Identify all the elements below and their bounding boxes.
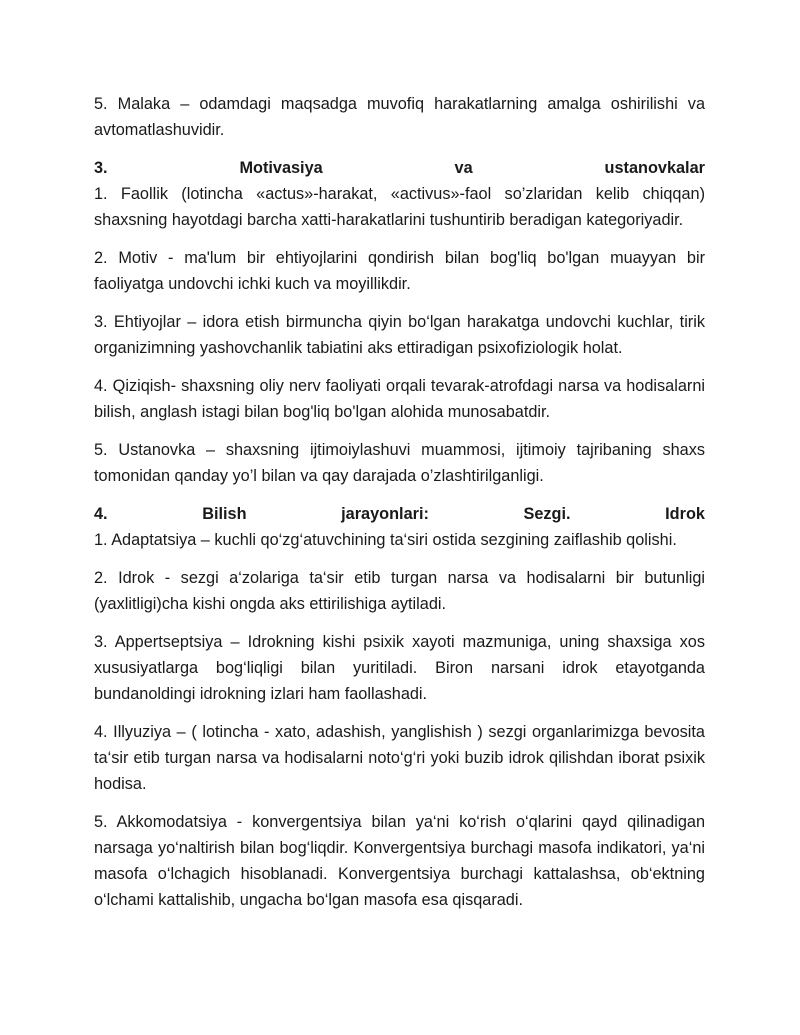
paragraph-malaka: 5. Malaka – odamdagi maqsadga muvofiq harakatlarning amalga oshirilishi va avtomatlashuvidir. xyxy=(94,95,705,139)
heading-word: 3. xyxy=(94,159,108,177)
paragraph-illyuziya: 4. Illyuziya – ( lotincha - xato, adashish, yanglishish ) sezgi organlarimizga bevosita ta‘sir etib turgan narsa va hodisalarni noto‘g‘ri yoki buzib idrok qilishdan iborat psixik hodisa. xyxy=(94,723,705,793)
paragraph-appertseptsiya: 3. Appertseptsiya – Idrokning kishi psixik xayoti mazmuniga, uning shaxsiga xos xususiyatlarga bog‘liqligi bilan yuritiladi. Biron narsani idrok etayotganda bundanoldingi idrokning izlari ham faollashadi. xyxy=(94,633,705,703)
section-heading-bilish xyxy=(94,501,705,527)
heading-word: Idrok xyxy=(665,505,705,523)
section-heading-motivasiya xyxy=(94,155,705,181)
heading-word: Motivasiya xyxy=(239,159,323,177)
document-page xyxy=(94,91,705,925)
paragraph-akkomodatsiya: 5. Akkomodatsiya - konvergentsiya bilan ya‘ni ko‘rish o‘qlarini qayd qilinadigan narsaga yo‘naltirish bilan bog‘liqdir. Konvergentsiya burchagi masofa indikatori, ya‘ni masofa o‘lchagich hisoblanadi. Konvergentsiya burchagi kattalashsa, ob‘ektning o‘lchami kattalishib, ungacha bo‘lgan masofa esa qisqaradi. xyxy=(94,813,705,909)
heading-word: Bilish xyxy=(202,505,247,523)
heading-word: Sezgi. xyxy=(523,505,571,523)
paragraph-motiv: 2. Motiv - ma'lum bir ehtiyojlarini qondirish bilan bog'liq bo'lgan muayyan bir faoliyatga undovchi ichki kuch va moyillikdir. xyxy=(94,249,705,293)
heading-word: ustanovkalar xyxy=(604,159,705,177)
paragraph-idrok: 2. Idrok - sezgi a‘zolariga ta‘sir etib turgan narsa va hodisalarni bir butunligi (yaxlitligi)cha kishi ongda aks ettirilishiga aytiladi. xyxy=(94,569,705,613)
paragraph-faollik: 1. Faollik (lotincha «actus»-harakat, «activus»-faol so’zlaridan kelib chiqqan) shaxsning hayotdagi barcha xatti-harakatlarini tushuntirib beradigan kategoriyadir. xyxy=(94,185,705,229)
paragraph-adaptatsiya: 1. Adaptatsiya – kuchli qo‘zg‘atuvchining ta‘siri ostida sezgining zaiflashib qolishi. xyxy=(94,531,677,549)
paragraph-ehtiyojlar: 3. Ehtiyojlar – idora etish birmuncha qiyin bo‘lgan harakatga undovchi kuchlar, tirik organizimning yashovchanlik tabiatini aks ettiradigan psixofiziologik holat. xyxy=(94,313,705,357)
heading-word: jarayonlari: xyxy=(341,505,429,523)
heading-word: 4. xyxy=(94,505,108,523)
paragraph-ustanovka: 5. Ustanovka – shaxsning ijtimoiylashuvi muammosi, ijtimoiy tajribaning shaxs tomonidan qanday yo’l bilan va qay darajada o’zlashtirilganligi. xyxy=(94,441,705,485)
heading-word: va xyxy=(454,159,473,177)
paragraph-qiziqish: 4. Qiziqish- shaxsning oliy nerv faoliyati orqali tevarak-atrofdagi narsa va hodisalarni bilish, anglash istagi bilan bog'liq bo'lgan alohida munosabatdir. xyxy=(94,377,705,421)
